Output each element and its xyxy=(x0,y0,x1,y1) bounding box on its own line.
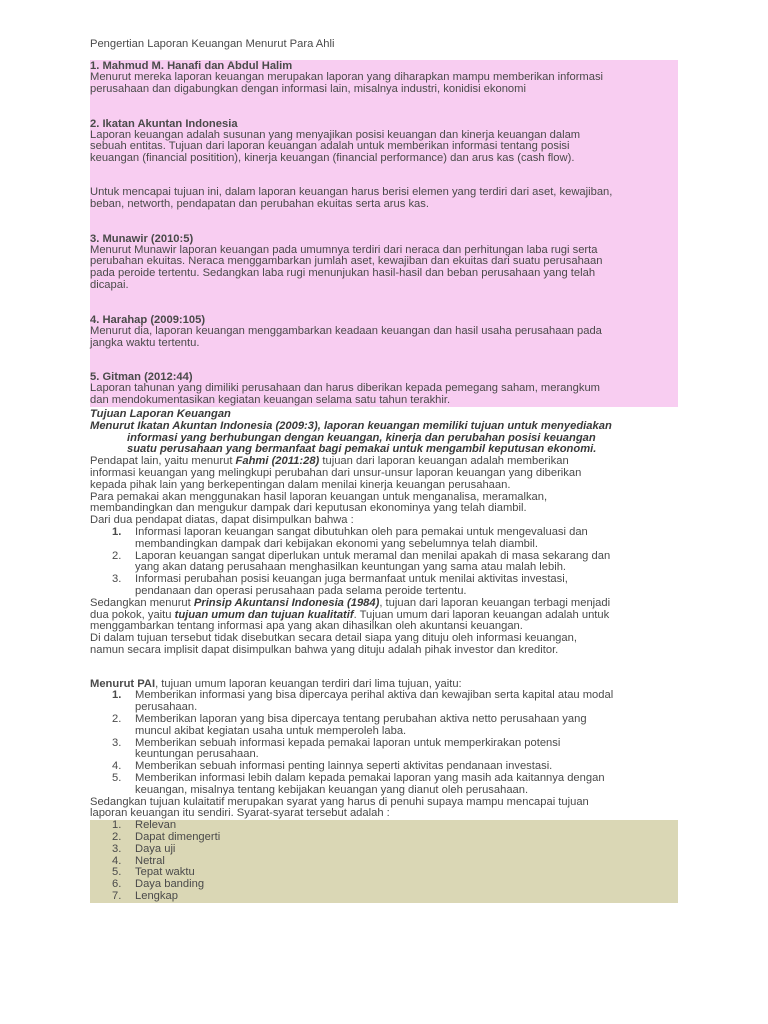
text-line: membandingkan dampak dari kebijakan ekonomi yang sebelumnya telah diambil. xyxy=(135,537,538,550)
list-number: 2. xyxy=(112,831,122,844)
text-line: Memberikan informasi yang bisa dipercaya perihal aktiva dan kewajiban serta kapital atau modal xyxy=(135,689,614,702)
list-item xyxy=(90,527,678,551)
text-line: Laporan keuangan sangat diperlukan untuk meramal dan menilai apakah di masa sekarang dan xyxy=(135,549,611,562)
list-number: 1. xyxy=(112,525,122,538)
text-line: laporan keuangan itu sendiri. Syarat-syarat tersebut adalah : xyxy=(90,807,390,820)
section-tujuan xyxy=(90,409,678,903)
highlight-block-experts xyxy=(90,60,678,407)
list-number: 7. xyxy=(112,890,122,903)
section-iai xyxy=(90,118,676,211)
citation: Prinsip Akuntansi Indonesia (1984) xyxy=(193,596,380,609)
section-gitman xyxy=(90,371,676,407)
list-number: 4. xyxy=(112,760,122,773)
list-text: Dapat dimengerti xyxy=(135,831,221,844)
list-item xyxy=(90,891,678,903)
text-line: Para pemakai akan menggunakan hasil laporan keuangan untuk menganalisa, meramalkan, xyxy=(90,490,548,503)
text-line: namun secara implisit dapat disimpulkan bahwa yang dituju adalah pihak investor dan kreditor. xyxy=(90,643,559,656)
list-item xyxy=(90,551,678,575)
section-heading: 5. Gitman (2012:44) xyxy=(90,371,193,384)
text-span: Pendapat lain, yaitu menurut xyxy=(90,455,236,468)
text-line: Menurut dia, laporan keuangan menggambarkan keadaan keuangan dan hasil usaha perusahaan pada xyxy=(90,324,602,337)
list-number: 5. xyxy=(112,772,122,785)
section-heading: 1. Mahmud M. Hanafi dan Abdul Halim xyxy=(90,60,293,72)
text-line: sebuah entitas. Tujuan dari laporan keuangan adalah untuk memberikan informasi tentang posisi xyxy=(90,140,570,153)
text-line: perusahaan dan digabungkan dengan informasi lain, misalnya industri, konidisi ekonomi xyxy=(90,82,526,95)
text-line: Memberikan laporan yang bisa dipercaya tentang perubahan aktiva netto perusahaan yang xyxy=(135,713,587,726)
text-line: keuangan, misalnya tentang kebijakan keuangan yang dianut oleh perusahaan. xyxy=(135,783,529,796)
text-line: Di dalam tujuan tersebut tidak disebutkan secara detail siapa yang dituju oleh informasi keuangan, xyxy=(90,632,577,645)
list-item xyxy=(90,832,678,844)
list-item xyxy=(90,844,678,856)
list-number: 6. xyxy=(112,878,122,891)
list-number: 2. xyxy=(112,713,122,726)
text-line: Informasi perubahan posisi keuangan juga bermanfaat untuk menilai aktivitas investasi, xyxy=(135,573,568,586)
list-item xyxy=(90,574,678,598)
text-line: perusahaan. xyxy=(135,701,198,714)
section-heading: 4. Harahap (2009:105) xyxy=(90,313,206,326)
list-text: Daya banding xyxy=(135,878,205,891)
text-line: jangka waktu tertentu. xyxy=(90,336,200,349)
text-line: Laporan tahunan yang dimiliki perusahaan dan harus diberikan kepada pemegang saham, merangkum xyxy=(90,382,600,395)
quote-line: suatu perusahaan yang bermanfaat bagi pemakai untuk mengambil keputusan ekonomi. xyxy=(127,443,597,456)
list-number: 3. xyxy=(112,736,122,749)
pai-goals-list xyxy=(90,690,678,796)
tujuan-heading: Tujuan Laporan Keuangan xyxy=(90,407,231,420)
text-line: pada peroide tertentu. Sedangkan laba rugi menunjukan hasil-hasil dan beban perusahaan yang telah xyxy=(90,267,596,280)
section-heading: 2. Ikatan Akuntan Indonesia xyxy=(90,117,238,130)
list-text: Relevan xyxy=(135,819,177,832)
list-number: 1. xyxy=(112,819,122,832)
section-harahap xyxy=(90,314,676,350)
emphasis: Menurut PAI xyxy=(90,677,156,690)
text-line: dicapai. xyxy=(90,278,129,291)
list-number: 4. xyxy=(112,854,122,867)
text-line: informasi keuangan yang melingkupi perubahan dari unsur-unsur laporan keuangan yang diberikan xyxy=(90,466,582,479)
list-text: Netral xyxy=(135,854,165,867)
requirements-list xyxy=(90,820,678,903)
text-line: beban, networth, pendapatan dan perubahan ekuitas serta arus kas. xyxy=(90,197,429,210)
text-line: Informasi laporan keuangan sangat dibutuhkan oleh para pemakai untuk mengevaluasi dan xyxy=(135,525,588,538)
text-line: Memberikan sebuah informasi kepada pemakai laporan untuk memperkirakan potensi xyxy=(135,736,561,749)
text-line: Sedangkan tujuan kulaitatif merupakan syarat yang harus di penuhi supaya mampu mencapai tujuan xyxy=(90,795,589,808)
text-line: membandingkan dan mengukur dampak dari keputusan ekonominya yang telah diambil. xyxy=(90,502,527,515)
text-line: yang akan datang perusahaan menghasilkan keuntungan yang sama atau malah lebih. xyxy=(135,561,567,574)
text-line: Menurut Munawir laporan keuangan pada umumnya terdiri dari neraca dan perhitungan laba rugi serta xyxy=(90,243,598,256)
citation: Fahmi (2011:28) xyxy=(235,455,320,468)
list-number: 3. xyxy=(112,842,122,855)
text-span: Sedangkan menurut xyxy=(90,596,194,609)
list-text: Tepat waktu xyxy=(135,866,195,879)
text-line: Menurut mereka laporan keuangan merupakan laporan yang diharapkan mampu memberikan informasi xyxy=(90,71,604,83)
list-item xyxy=(90,738,678,762)
list-number: 2. xyxy=(112,549,122,562)
text-line: muncul akibat kegiatan usaha untuk memperoleh laba. xyxy=(135,724,407,737)
list-text: Daya uji xyxy=(135,842,176,855)
list-number: 3. xyxy=(112,573,122,586)
list-item xyxy=(90,879,678,891)
text-line: pendanaan dan operasi perusahaan pada selama peroide tertentu. xyxy=(135,584,467,597)
list-item xyxy=(90,690,678,714)
section-munawir xyxy=(90,233,676,292)
list-text: Lengkap xyxy=(135,890,178,903)
emphasis: tujuan umum dan tujuan kualitatif xyxy=(174,608,354,621)
text-span: . Tujuan umum dari laporan keuangan adalah untuk xyxy=(353,608,610,621)
document-title: Pengertian Laporan Keuangan Menurut Para Ahli xyxy=(90,38,335,50)
text-span: dua pokok, yaitu xyxy=(90,608,175,621)
text-line: dan mendokumentasikan kegiatan keuangan selama satu tahun terakhir. xyxy=(90,394,451,407)
text-line: perubahan ekuitas. Neraca menggambarkan jumlah aset, kewajiban dan ekuitas dari suatu perusahaan xyxy=(90,255,603,268)
text-span: , tujuan dari laporan keuangan terbagi menjadi xyxy=(379,596,611,609)
list-item xyxy=(90,773,678,797)
section-hanafi xyxy=(90,60,676,96)
highlight-block-requirements xyxy=(90,820,678,903)
conclusion-list xyxy=(90,527,678,598)
list-item xyxy=(90,714,678,738)
text-line: keuntungan perusahaan. xyxy=(135,748,259,761)
text-span: tujuan dari laporan keuangan adalah memberikan xyxy=(319,455,569,468)
text-span: , tujuan umum laporan keuangan terdiri dari lima tujuan, yaitu: xyxy=(155,677,462,690)
document-page xyxy=(90,39,678,903)
text-line: kepada pihak lain yang berkepentingan dalam menilai kinerja keuangan perusahaan. xyxy=(90,478,511,491)
section-heading: 3. Munawir (2010:5) xyxy=(90,232,194,245)
text-line: Laporan keuangan adalah susunan yang menyajikan posisi keuangan dan kinerja keuangan dalam xyxy=(90,128,581,141)
quote-line: informasi yang berhubungan dengan keuangan, kinerja dan perubahan posisi keuangan xyxy=(127,431,596,444)
text-line: Memberikan sebuah informasi penting lainnya seperti aktivitas pendanaan investasi. xyxy=(135,760,553,773)
list-number: 5. xyxy=(112,866,122,879)
text-line: keuangan (financial positition), kinerja keuangan (financial performance) dan arus kas (cash flow). xyxy=(90,152,575,165)
list-number: 1. xyxy=(112,689,122,702)
quote-line: Menurut Ikatan Akuntan Indonesia (2009:3), laporan keuangan memiliki tujuan untuk menyediakan xyxy=(90,419,612,432)
text-line: Memberikan informasi lebih dalam kepada pemakai laporan yang masih ada kaitannya dengan xyxy=(135,772,605,785)
text-line: menggambarkan tentang informasi apa yang akan dihasilkan oleh akuntansi keuangan. xyxy=(90,620,523,633)
text-line: Untuk mencapai tujuan ini, dalam laporan keuangan harus berisi elemen yang terdiri dari aset, kewajiban, xyxy=(90,185,613,198)
text-line: Dari dua pendapat diatas, dapat disimpulkan bahwa : xyxy=(90,514,354,527)
